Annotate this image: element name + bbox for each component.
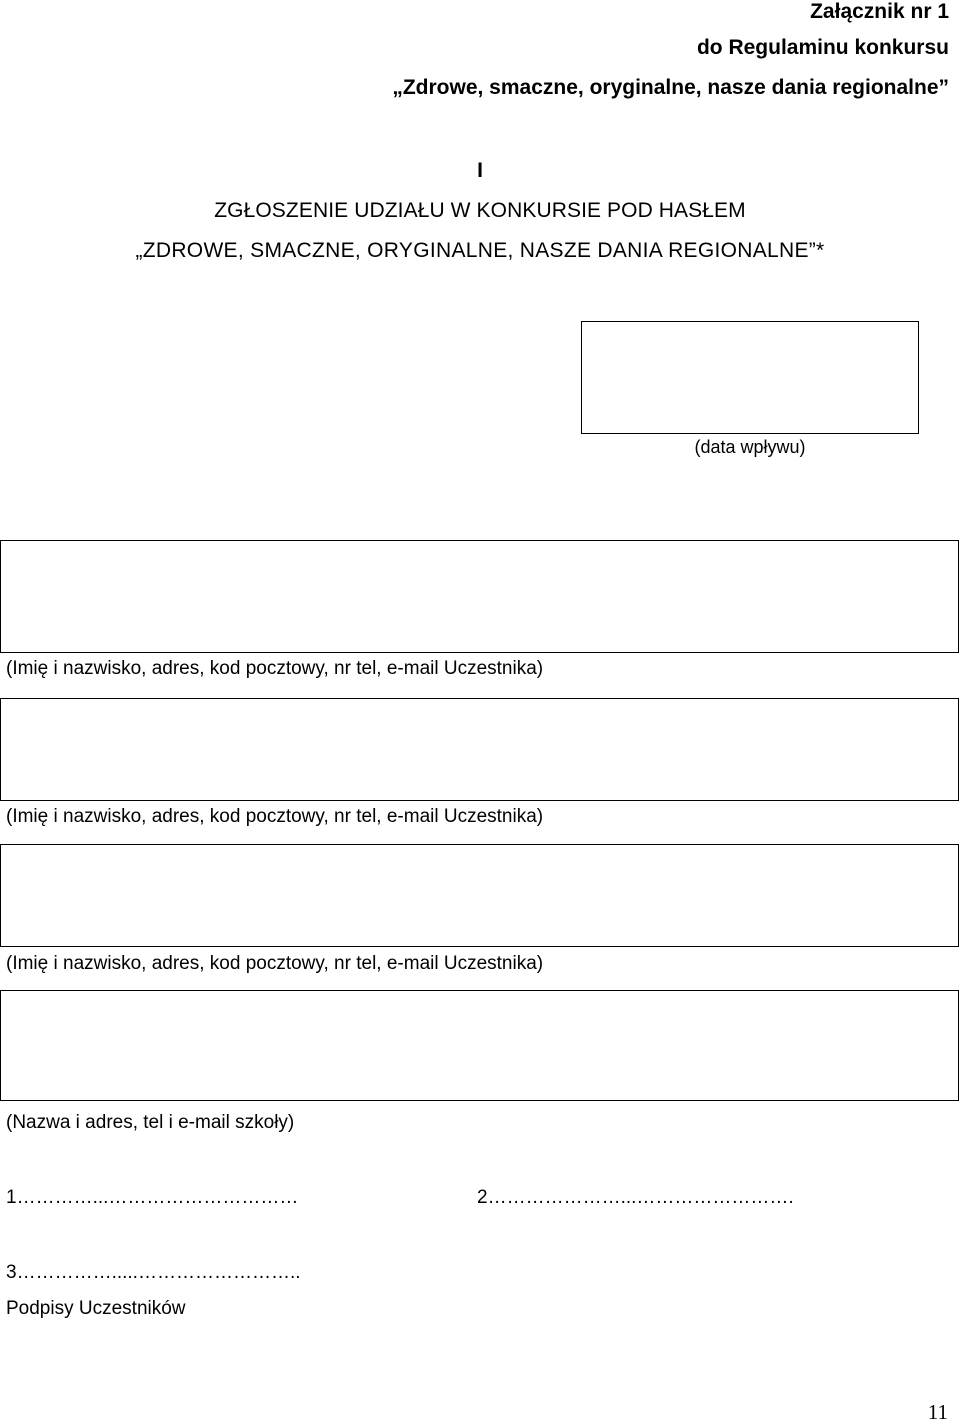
participant-2-label: (Imię i nazwisko, adres, kod pocztowy, nr tel, e-mail Uczestnika) xyxy=(6,806,544,827)
participant-3-field[interactable] xyxy=(0,844,959,947)
annex-number: Załącznik nr 1 xyxy=(810,0,949,23)
regulation-reference: do Regulaminu konkursu xyxy=(696,36,949,59)
participant-1-field[interactable] xyxy=(0,540,959,653)
signature-line-1: 1…………...………………………… xyxy=(6,1187,299,1208)
school-label: (Nazwa i adres, tel i e-mail szkoły) xyxy=(6,1112,295,1133)
receipt-date-field[interactable] xyxy=(581,321,919,434)
form-title: ZGŁOSZENIE UDZIAŁU W KONKURSIE POD HASŁEM xyxy=(214,199,746,222)
receipt-date-label: (data wpływu) xyxy=(694,437,806,457)
contest-name: „Zdrowe, smaczne, oryginalne, nasze dania regionalne” xyxy=(392,76,949,99)
participant-3-label: (Imię i nazwisko, adres, kod pocztowy, nr tel, e-mail Uczestnika) xyxy=(6,953,544,974)
form-subtitle: „ZDROWE, SMACZNE, ORYGINALNE, NASZE DANIA REGIONALNE”* xyxy=(135,239,825,262)
signature-line-3: 3…………….....…………………….. xyxy=(6,1262,301,1283)
signature-line-2: 2…………………...……………………. xyxy=(477,1187,794,1208)
participant-2-field[interactable] xyxy=(0,698,959,801)
signatures-label: Podpisy Uczestników xyxy=(6,1298,186,1319)
school-field[interactable] xyxy=(0,990,959,1101)
section-number: I xyxy=(477,159,483,182)
participant-1-label: (Imię i nazwisko, adres, kod pocztowy, nr tel, e-mail Uczestnika) xyxy=(6,658,544,679)
page-number: 11 xyxy=(927,1400,948,1424)
